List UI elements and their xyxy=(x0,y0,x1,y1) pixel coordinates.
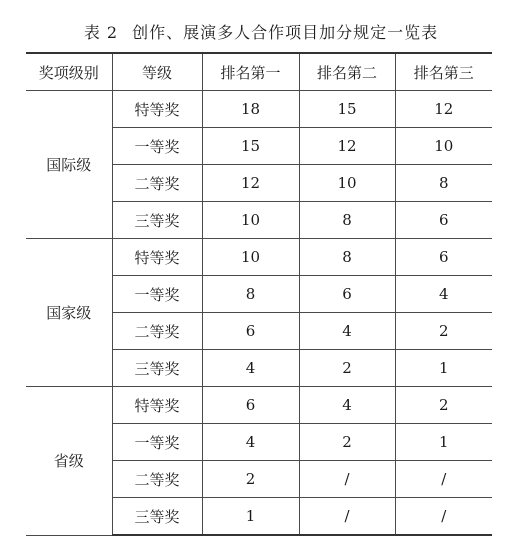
rank-second-cell: / xyxy=(299,498,395,536)
header-rank-second: 排名第二 xyxy=(299,53,395,91)
header-rank-first: 排名第一 xyxy=(202,53,299,91)
table-row xyxy=(26,91,492,128)
rank-second-cell: 4 xyxy=(299,387,395,424)
rank-first-cell: 18 xyxy=(202,91,299,128)
rank-third-cell: 6 xyxy=(395,239,492,276)
header-grade: 等级 xyxy=(112,53,202,91)
grade-cell: 特等奖 xyxy=(112,91,202,128)
table-caption xyxy=(0,20,522,43)
rank-first-cell: 8 xyxy=(202,276,299,313)
level-cell: 国际级 xyxy=(26,91,112,239)
grade-cell: 一等奖 xyxy=(112,128,202,165)
rank-second-cell: 8 xyxy=(299,202,395,239)
rank-first-cell: 6 xyxy=(202,313,299,350)
rank-first-cell: 4 xyxy=(202,424,299,461)
grade-cell: 二等奖 xyxy=(112,313,202,350)
rank-third-cell: 8 xyxy=(395,165,492,202)
grade-cell: 一等奖 xyxy=(112,276,202,313)
rank-first-cell: 4 xyxy=(202,350,299,387)
table-row xyxy=(26,239,492,276)
rank-first-cell: 10 xyxy=(202,239,299,276)
grade-cell: 一等奖 xyxy=(112,424,202,461)
grade-cell: 三等奖 xyxy=(112,350,202,387)
rank-third-cell: 10 xyxy=(395,128,492,165)
grade-cell: 二等奖 xyxy=(112,165,202,202)
grade-cell: 三等奖 xyxy=(112,202,202,239)
rank-third-cell: 12 xyxy=(395,91,492,128)
rank-third-cell: 4 xyxy=(395,276,492,313)
grade-cell: 特等奖 xyxy=(112,387,202,424)
rank-first-cell: 6 xyxy=(202,387,299,424)
rank-second-cell: 2 xyxy=(299,350,395,387)
rank-second-cell: 6 xyxy=(299,276,395,313)
award-points-table xyxy=(26,52,492,536)
rank-second-cell: 4 xyxy=(299,313,395,350)
rank-second-cell: 2 xyxy=(299,424,395,461)
header-rank-third: 排名第三 xyxy=(395,53,492,91)
table-body xyxy=(26,91,492,536)
header-row xyxy=(26,53,492,91)
rank-third-cell: 1 xyxy=(395,424,492,461)
rank-first-cell: 2 xyxy=(202,461,299,498)
rank-first-cell: 12 xyxy=(202,165,299,202)
rank-third-cell: 6 xyxy=(395,202,492,239)
rank-second-cell: 8 xyxy=(299,239,395,276)
table-row xyxy=(26,387,492,424)
grade-cell: 特等奖 xyxy=(112,239,202,276)
rank-second-cell: 10 xyxy=(299,165,395,202)
table-title: 创作、展演多人合作项目加分规定一览表 xyxy=(132,23,439,42)
header-award-level: 奖项级别 xyxy=(26,53,112,91)
grade-cell: 三等奖 xyxy=(112,498,202,536)
rank-second-cell: 15 xyxy=(299,91,395,128)
grade-cell: 二等奖 xyxy=(112,461,202,498)
rank-third-cell: / xyxy=(395,461,492,498)
level-cell: 国家级 xyxy=(26,239,112,387)
rank-first-cell: 1 xyxy=(202,498,299,536)
rank-third-cell: 2 xyxy=(395,387,492,424)
rank-third-cell: / xyxy=(395,498,492,536)
level-cell: 省级 xyxy=(26,387,112,536)
rank-first-cell: 15 xyxy=(202,128,299,165)
rank-second-cell: 12 xyxy=(299,128,395,165)
rank-first-cell: 10 xyxy=(202,202,299,239)
table-number: 表 2 xyxy=(83,23,119,42)
rank-second-cell: / xyxy=(299,461,395,498)
rank-third-cell: 2 xyxy=(395,313,492,350)
rank-third-cell: 1 xyxy=(395,350,492,387)
